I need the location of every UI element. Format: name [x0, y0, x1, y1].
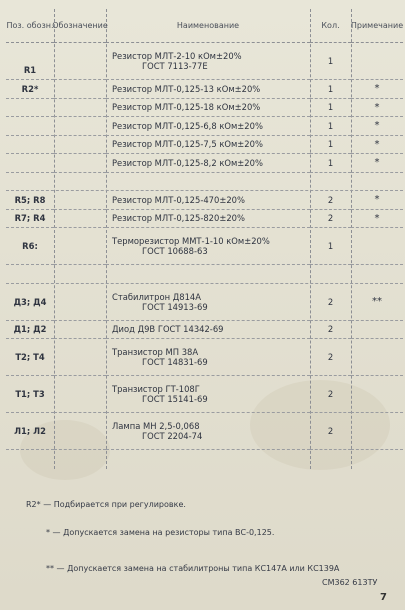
footnote-double-asterisk: ** — Допускается замена на стабилитроны типа КС147А или КС139А: [46, 564, 340, 573]
row-designation: [54, 136, 106, 155]
row-designation: [54, 376, 106, 413]
row-designation: [54, 154, 106, 173]
row-name: Резистор МЛТ-0,125-6,8 кОм±20%: [106, 117, 310, 136]
row-name: [106, 413, 310, 450]
row-name: [106, 284, 310, 321]
row-designation: [54, 321, 106, 340]
row-name-line1: Транзистор ГТ-108Г: [112, 384, 200, 394]
row-designation: [54, 210, 106, 229]
row-name: [106, 43, 310, 80]
row-pos: [6, 154, 54, 173]
row-name-line1: Лампа МН 2,5-0,068: [112, 421, 200, 431]
row-name-line2: ГОСТ 15141-69: [142, 394, 208, 404]
row-pos: R5; R8: [6, 191, 54, 210]
row-pos: Т1; Т3: [6, 376, 54, 413]
row-name: Резистор МЛТ-0,125-18 кОм±20%: [106, 99, 310, 118]
row-qty: 2: [310, 191, 351, 210]
row-designation: [54, 339, 106, 376]
footnote-spec: СМ362 613ТУ: [322, 578, 378, 587]
row-name: Резистор МЛТ-0,125-13 кОм±20%: [106, 80, 310, 99]
row-name-line1: Терморезистор ММТ-1-10 кОм±20%: [112, 236, 270, 246]
row-designation: [54, 80, 106, 99]
row-designation: [54, 43, 106, 80]
row-name-line2: ГОСТ 7113-77Е: [142, 61, 208, 71]
empty-row: [6, 265, 403, 284]
row-pos: [6, 117, 54, 136]
row-note: [351, 376, 403, 413]
row-qty: 2: [310, 413, 351, 450]
row-name-line1: Транзистор МП 38А: [112, 347, 199, 357]
row-qty: 1: [310, 117, 351, 136]
footnote-asterisk: * — Допускается замена на резисторы типа ВС-0,125.: [46, 528, 275, 537]
row-note: **: [351, 284, 403, 321]
row-note: *: [351, 154, 403, 173]
row-qty: 2: [310, 210, 351, 229]
row-note: *: [351, 210, 403, 229]
row-qty: 1: [310, 154, 351, 173]
row-note: *: [351, 80, 403, 99]
empty-row: [6, 450, 403, 469]
row-name-line1: Резистор МЛТ-2-10 кОм±20%: [112, 51, 242, 61]
row-pos: R2*: [6, 80, 54, 99]
row-pos: Т2; Т4: [6, 339, 54, 376]
row-name-line2: ГОСТ 14913-69: [142, 301, 208, 312]
footnote-r2: R2* — Подбирается при регулировке.: [26, 500, 186, 509]
row-qty: 2: [310, 321, 351, 340]
row-pos: [6, 136, 54, 155]
row-name: Резистор МЛТ-0,125-8,2 кОм±20%: [106, 154, 310, 173]
header-name: Наименование: [106, 9, 310, 43]
components-table: [6, 9, 403, 469]
row-qty: 1: [310, 136, 351, 155]
row-pos: Д1; Д2: [6, 321, 54, 340]
row-designation: [54, 99, 106, 118]
row-pos: Л1; Л2: [6, 413, 54, 450]
row-qty: 2: [310, 376, 351, 413]
row-name-line2: ГОСТ 2204-74: [142, 431, 203, 441]
row-note: *: [351, 191, 403, 210]
row-name: [106, 376, 310, 413]
row-name: [106, 339, 310, 376]
row-name-line2: ГОСТ 10688-63: [142, 246, 208, 256]
row-designation: [54, 413, 106, 450]
row-pos: R6:: [6, 228, 54, 265]
row-name: [106, 228, 310, 265]
row-note: *: [351, 136, 403, 155]
row-qty: 1: [310, 80, 351, 99]
empty-row: [6, 173, 403, 192]
row-note: [351, 413, 403, 450]
row-qty: 1: [310, 99, 351, 118]
row-note: [351, 228, 403, 265]
row-name: Резистор МЛТ-0,125-470±20%: [106, 191, 310, 210]
row-spacer: [6, 43, 54, 62]
row-note: [351, 43, 403, 80]
row-name: Диод Д9В ГОСТ 14342-69: [106, 321, 310, 340]
row-qty: 2: [310, 284, 351, 321]
row-pos: R1: [6, 62, 54, 81]
page-number: 7: [380, 592, 387, 603]
row-note: *: [351, 99, 403, 118]
row-note: [351, 321, 403, 340]
row-designation: [54, 117, 106, 136]
row-qty: 1: [310, 43, 351, 80]
row-pos: [6, 99, 54, 118]
row-qty: 1: [310, 228, 351, 265]
header-note: Примечание: [351, 9, 403, 43]
row-qty: 2: [310, 339, 351, 376]
row-designation: [54, 284, 106, 321]
row-pos: R7; R4: [6, 210, 54, 229]
row-name-line2: ГОСТ 14831-69: [142, 357, 208, 367]
header-pos: Поз. обозн.: [6, 9, 54, 43]
row-name: Резистор МЛТ-0,125-7,5 кОм±20%: [106, 136, 310, 155]
row-pos: Д3; Д4: [6, 284, 54, 321]
row-name: Резистор МЛТ-0,125-820±20%: [106, 210, 310, 229]
row-designation: [54, 191, 106, 210]
row-note: [351, 339, 403, 376]
header-qty: Кол.: [310, 9, 351, 43]
row-name-line1: Стабилитрон Д814А: [112, 291, 201, 302]
row-designation: [54, 228, 106, 265]
row-note: *: [351, 117, 403, 136]
header-designation: Обозначение: [54, 9, 106, 43]
